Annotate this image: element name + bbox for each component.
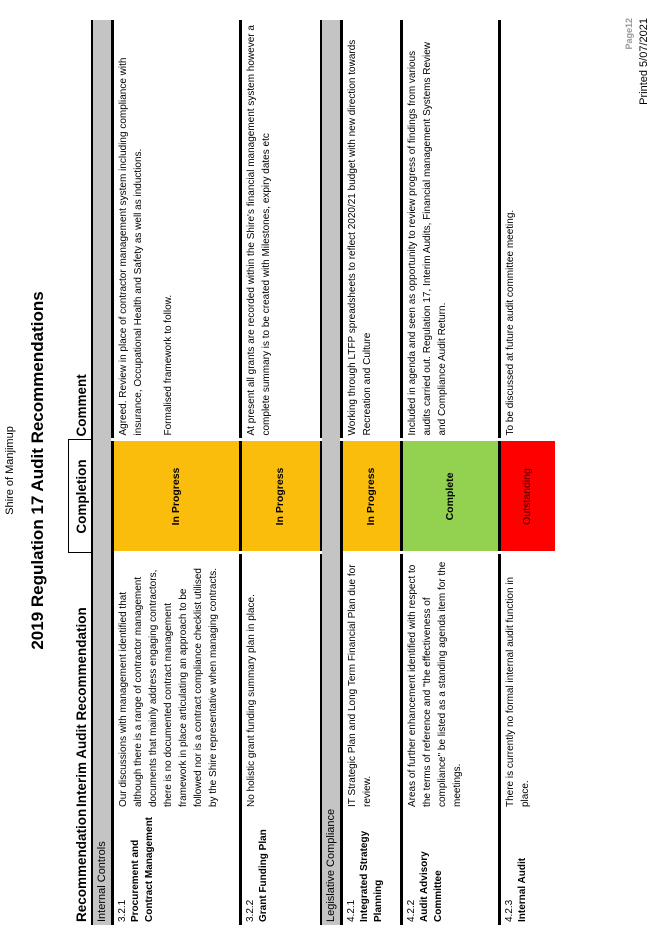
interim-recommendation: Areas of further enhancement identified with respect to the terms of reference and "the effectiveness of compliance" be listed as a standing agenda item for the meetings. [401, 553, 499, 810]
interim-recommendation: There is currently no formal internal audit function in place. [499, 553, 555, 810]
section-title: Internal Controls [92, 553, 113, 925]
comment-text: Working through LTFP spreadsheets to reflect 2020/21 budget with new direction towards Recreation and Culture [346, 39, 373, 436]
recommendation-name: Procurement and Contract Management [130, 816, 155, 922]
comment-cell [341, 20, 401, 440]
comment-text: At present all grants are recorded within the Shire's financial management system however a complete summary is to be created with Milestones, expiry dates etc [246, 25, 272, 436]
recommendations-table [68, 20, 555, 925]
recommendation-name: Integrated Strategy Planning [358, 830, 384, 922]
status-badge: In Progress [341, 440, 401, 553]
recommendation-cell [341, 810, 401, 925]
header-row [69, 20, 93, 925]
column-header-recommendation: Recommendation [74, 808, 89, 922]
column-header-comment: Comment [74, 374, 89, 437]
recommendation-name: Audit Advisory Committee [418, 851, 444, 922]
comment-cell [241, 20, 321, 440]
interim-recommendation: IT Strategic Plan and Long Term Financial Plan due for review. [341, 553, 401, 810]
table-row [113, 20, 241, 925]
recommendation-cell [499, 810, 555, 925]
comment-text: Formalised framework to follow. [163, 294, 174, 436]
recommendation-ref: 4.2.3 [503, 899, 515, 922]
printed-date: Printed 5/07/2021 [638, 18, 650, 105]
comment-cell [499, 20, 555, 440]
section-title: Legislative Compliance [321, 553, 342, 925]
column-header-completion: Completion [69, 440, 93, 553]
status-badge: Outstanding [499, 440, 555, 553]
recommendation-name: Internal Audit [516, 857, 528, 922]
comment-text: To be discussed at future audit committee meeting. [504, 209, 516, 436]
interim-recommendation: Our discussions with management identified that although there is a range of contractor management documents that mainly address engaging contractors, there is no documented contract management framework in place articulating an approach to be followed nor is a contract compliance checklist utilised by the Shire representative when managing contracts. [113, 553, 241, 810]
comment-cell [113, 20, 241, 440]
interim-recommendation: No holistic grant funding summary plan in place. [241, 553, 321, 810]
comment-text: Agreed. Review in place of contractor management system including compliance with insurance, Occupational Health and Safety as well as inductions. [118, 57, 144, 436]
comment-cell [401, 20, 499, 440]
page-title: 2019 Regulation 17 Audit Recommendations [28, 291, 47, 650]
recommendation-name: Grant Funding Plan [258, 829, 269, 922]
recommendation-ref: 4.2.1 [345, 899, 357, 922]
status-badge: In Progress [113, 440, 241, 553]
table-row [401, 20, 499, 925]
table-row [499, 20, 555, 925]
status-badge: In Progress [241, 440, 321, 553]
section-row [92, 20, 113, 925]
recommendation-ref: 4.2.2 [405, 899, 417, 922]
table-row [241, 20, 321, 925]
table-row [341, 20, 401, 925]
recommendation-cell [113, 810, 241, 925]
recommendation-cell [401, 810, 499, 925]
recommendation-cell [241, 810, 321, 925]
section-comment-spacer [92, 20, 113, 440]
section-completion-spacer [92, 440, 113, 553]
column-header-interim: Interim Audit Recommendation [74, 607, 89, 807]
section-row [321, 20, 342, 925]
section-completion-spacer [321, 440, 342, 553]
status-badge: Complete [401, 440, 499, 553]
recommendation-ref: 3.2.1 [117, 899, 128, 922]
section-comment-spacer [321, 20, 342, 440]
organisation-name: Shire of Manjimup [4, 426, 16, 515]
comment-text: Included in agenda and seen as opportunity to review progress of findings from various audits carried out. Regulation 17, Interim Audits, Financial management Systems Review and Compliance Audit Return. [406, 41, 448, 436]
recommendation-ref: 3.2.2 [245, 899, 256, 922]
page-number: Page12 [624, 18, 634, 50]
